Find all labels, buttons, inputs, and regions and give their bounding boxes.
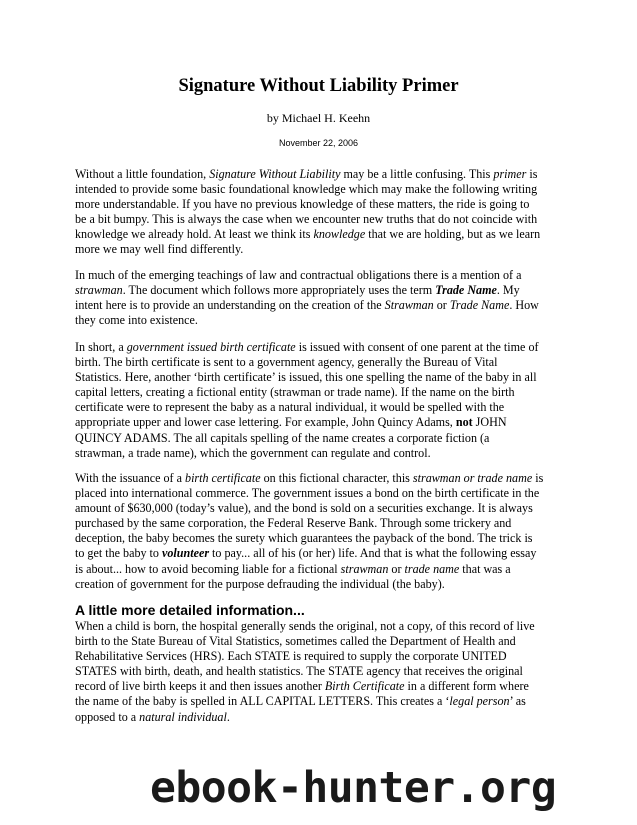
text-run: legal person [449, 694, 510, 709]
text-run: birth to the State Bureau of Vital Statistics, sometimes called the Department of Health and [75, 634, 516, 649]
text-line [75, 562, 575, 577]
text-run: certificate were to represent the baby as a natural individual, it would be spelled with the [75, 400, 505, 415]
text-line [75, 710, 575, 725]
text-line [75, 197, 575, 212]
text-run: is about... how to avoid becoming liable for a fictional [75, 561, 341, 576]
text-run: . The document which follows more appropriately uses the term [122, 283, 436, 298]
text-run: volunteer [162, 546, 210, 561]
text-run: more we may well find differently. [75, 242, 244, 257]
text-run: strawman [340, 561, 389, 576]
text-line [75, 283, 575, 298]
text-line [75, 516, 575, 531]
text-run: JOHN [472, 415, 507, 430]
text-line [75, 167, 575, 182]
text-run: is [526, 167, 538, 181]
text-run: purchased by the same corporation, the Federal Reserve Bank. Through some trickery and [75, 516, 512, 531]
text-run: natural individual [139, 709, 227, 724]
text-run: not [455, 415, 473, 430]
text-run: knowledge we already hold. At least we think its [75, 227, 314, 242]
text-run: or [388, 561, 405, 576]
document-date: November 22, 2006 [278, 138, 359, 148]
text-run: trade name [404, 561, 460, 576]
text-line [75, 679, 575, 694]
text-run: Strawman [384, 298, 434, 313]
text-line [75, 694, 575, 709]
text-run: With the issuance of a [75, 471, 186, 485]
text-run: deception, the baby becomes the surety which guarantees the payback of the bond. The trick is [75, 531, 533, 546]
text-run: is [532, 471, 544, 485]
text-line [75, 531, 575, 546]
text-run: When a child is born, the hospital generally sends the original, not a copy, of this record of live [75, 619, 535, 633]
text-run: strawman [75, 283, 123, 298]
section-heading: A little more detailed information... [75, 602, 305, 618]
text-run: In much of the emerging teachings of law and contractual obligations there is a mention of a [75, 268, 522, 282]
text-line [75, 385, 575, 400]
text-line [75, 268, 575, 283]
text-run: placed into international commerce. The government issues a bond on the birth certificate in the [75, 486, 540, 501]
paragraph-intro [75, 167, 575, 258]
text-run: capital letters, creating a fictional entity (strawman or trade name). If the name on the birth [75, 385, 515, 400]
text-run: they come into existence. [75, 313, 198, 328]
text-line [75, 446, 575, 461]
text-run: strawman or trade name [412, 471, 533, 485]
paragraph-strawman [75, 268, 575, 328]
text-line [75, 501, 575, 516]
text-line [75, 400, 575, 415]
text-run: strawman, a trade name), which the government can regulate and control. [75, 445, 431, 460]
text-line [75, 298, 575, 313]
text-run: primer [493, 167, 527, 181]
text-run: may be a little confusing. This [340, 167, 494, 181]
text-run: Rehabilitative Services (HRS). Each STATE is required to supply the corporate UNITED [75, 649, 507, 664]
text-run: QUINCY ADAMS. The all capitals spelling of the name creates a corporate fiction (a [75, 430, 490, 445]
text-run: intent here is to provide an understanding on the creation of the [75, 298, 385, 313]
text-line [75, 619, 575, 634]
text-run: in a different form where [404, 679, 529, 694]
text-line [75, 546, 575, 561]
text-run: Trade Name [435, 283, 497, 298]
text-run: STATES with birth, death, and health statistics. The STATE agency that receives the original [75, 664, 523, 679]
text-line [75, 227, 575, 242]
text-line [75, 370, 575, 385]
text-run: on this fictional character, this [260, 471, 413, 485]
text-run: to get the baby to [75, 546, 162, 561]
text-line [75, 313, 575, 328]
paragraph-birth-certificate [75, 340, 575, 461]
text-run: more understandable. If you have no previous knowledge of these matters, the ride is going to [75, 197, 530, 212]
text-run: ’ as [509, 694, 526, 709]
text-line [75, 577, 575, 592]
text-run: is issued with consent of one parent at the time of [295, 340, 539, 354]
watermark-text: ebook-hunter.org [150, 763, 557, 813]
text-line [75, 182, 575, 197]
text-run: Without a little foundation, [75, 167, 210, 181]
text-run: Signature Without Liability [209, 167, 341, 181]
text-run: the name of the baby is spelled in ALL CAPITAL LETTERS. This creates a ‘ [75, 694, 450, 709]
text-run: appropriate upper and lower case lettering. For example, John Quincy Adams, [75, 415, 456, 430]
text-run: amount of $630,000 (today’s value), and the bond is sold on a securities exchange. It is always [75, 501, 533, 516]
text-run: . My [496, 283, 520, 298]
text-run: that was a [459, 561, 511, 576]
document-title: Signature Without Liability Primer [178, 76, 459, 96]
author-byline: by Michael H. Keehn [266, 111, 371, 125]
text-line [75, 212, 575, 227]
text-line [75, 340, 575, 355]
text-run: opposed to a [75, 709, 140, 724]
text-run: birth certificate [185, 471, 261, 485]
text-run: intended to provide some basic foundational knowledge which may make the following writing [75, 182, 538, 197]
text-run: creation of government for the purpose defrauding the individual (the baby). [75, 576, 445, 591]
text-line [75, 471, 575, 486]
text-run: birth. The birth certificate is sent to a government agency, generally the Bureau of Vital [75, 355, 498, 370]
text-run: be a bit bumpy. This is always the case when we encounter new truths that do not coincide with [75, 212, 538, 227]
text-run: or [433, 298, 450, 313]
text-run: knowledge [313, 227, 366, 242]
text-line [75, 431, 575, 446]
text-line [75, 355, 575, 370]
text-run: government issued birth certificate [126, 340, 296, 354]
text-run: Birth Certificate [324, 679, 405, 694]
text-run: In short, a [75, 340, 127, 354]
paragraph-bond [75, 471, 575, 592]
text-line [75, 486, 575, 501]
text-run: that we are holding, but as we learn [365, 227, 541, 242]
text-line [75, 242, 575, 257]
text-run: Statistics. Here, another ‘birth certificate’ is issued, this one spelling the name of the baby in all [75, 370, 537, 385]
text-run: . How [509, 298, 539, 313]
text-line [75, 664, 575, 679]
text-run: record of live birth keeps it and then issues another [75, 679, 325, 694]
text-run: to pay... all of his (or her) life. And that is what the following essay [209, 546, 537, 561]
text-run: Trade Name [449, 298, 510, 313]
text-line [75, 415, 575, 430]
text-line [75, 649, 575, 664]
text-line [75, 634, 575, 649]
text-run: . [226, 709, 230, 724]
paragraph-details [75, 619, 575, 725]
